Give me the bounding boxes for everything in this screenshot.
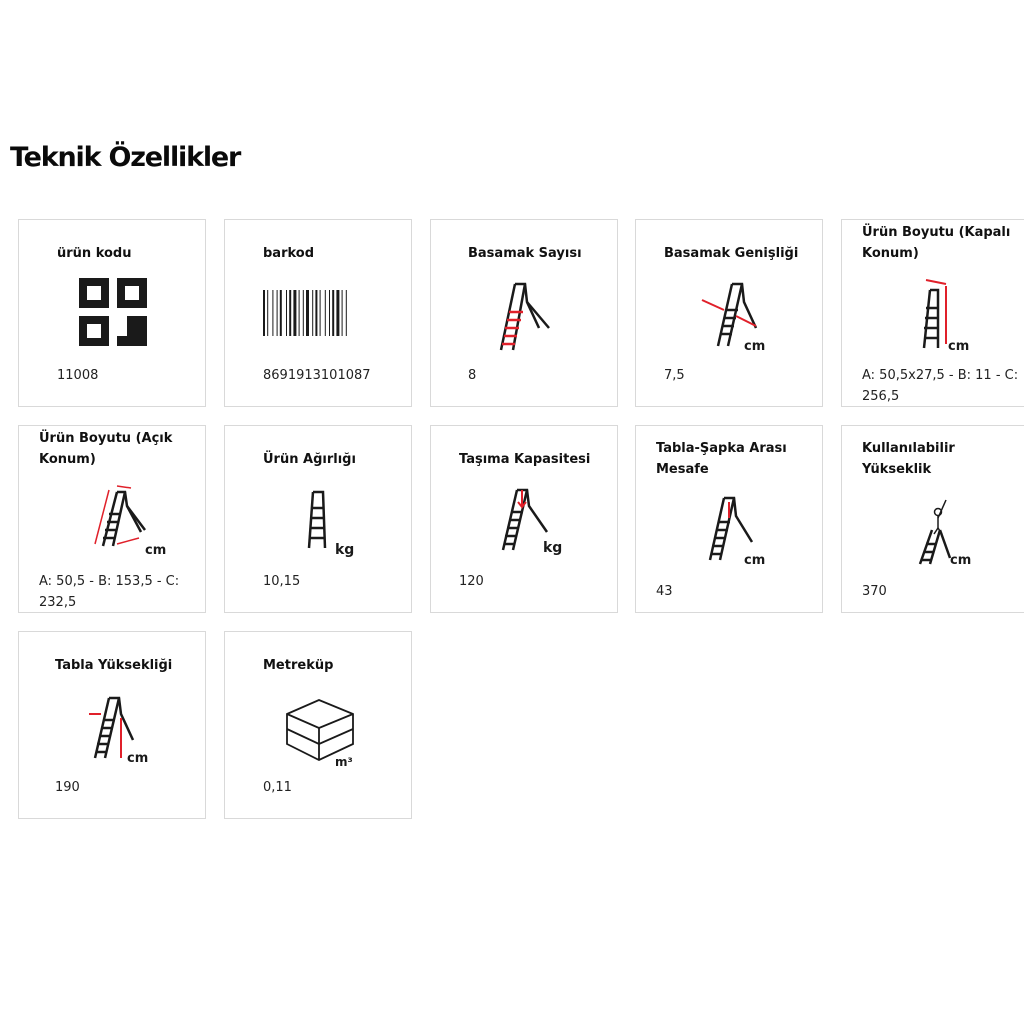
spec-card-load-capacity (430, 425, 618, 613)
spec-value: 8 (468, 368, 477, 383)
page-title: Teknik Özellikler (10, 142, 241, 173)
spec-card-barcode (224, 219, 412, 407)
ladder-capacity-icon (497, 484, 569, 556)
svg-text:cm: cm (744, 553, 766, 568)
spec-card-closed-size (841, 219, 1024, 407)
ladder-step-width-icon (698, 280, 778, 352)
svg-text:kg: kg (543, 540, 563, 556)
svg-text:m³: m³ (335, 755, 353, 768)
svg-text:cm: cm (127, 751, 149, 766)
spec-value: 11008 (57, 368, 99, 383)
spec-card-step-width (635, 219, 823, 407)
cube-volume-icon (283, 694, 363, 768)
spec-label: Kullanılabilir Yükseklik (862, 441, 955, 477)
spec-value: 10,15 (263, 574, 301, 589)
spec-label: Taşıma Kapasitesi (459, 452, 591, 467)
spec-card-product-weight (224, 425, 412, 613)
spec-value: 8691913101087 (263, 368, 371, 383)
qr-code-icon (79, 278, 149, 348)
spec-label: Metreküp (263, 658, 334, 673)
spec-value: A: 50,5 - B: 153,5 - C: 232,5 (39, 574, 180, 610)
spec-card-usable-height (841, 425, 1024, 613)
svg-text:cm: cm (145, 543, 167, 558)
svg-text:cm: cm (744, 339, 766, 352)
spec-label: Basamak Genişliği (664, 246, 799, 261)
spec-label: Ürün Boyutu (Açık Konum) (39, 431, 173, 467)
ladder-weight-icon (305, 488, 365, 558)
ladder-platform-distance-icon (702, 494, 774, 568)
ladder-platform-height-icon (85, 694, 161, 766)
spec-label: Ürün Ağırlığı (263, 452, 356, 467)
barcode-icon (263, 290, 378, 336)
spec-label: Ürün Boyutu (Kapalı Konum) (862, 225, 1011, 261)
spec-label: Tabla Yüksekliği (55, 658, 173, 673)
spec-label: Basamak Sayısı (468, 246, 582, 261)
ladder-closed-size-icon (916, 278, 986, 352)
spec-value: 0,11 (263, 780, 292, 795)
ladder-open-size-icon (87, 484, 173, 558)
spec-label: Tabla-Şapka Arası Mesafe (656, 441, 787, 477)
spec-card-volume (224, 631, 412, 819)
svg-text:kg: kg (335, 542, 355, 558)
svg-text:cm: cm (950, 553, 972, 568)
spec-value: 7,5 (664, 368, 685, 383)
spec-label: barkod (263, 246, 315, 261)
spec-card-open-size (18, 425, 206, 613)
spec-value: A: 50,5x27,5 - B: 11 - C: 256,5 (862, 368, 1019, 404)
ladder-usable-height-icon (910, 494, 986, 568)
spec-label: ürün kodu (57, 246, 132, 261)
spec-value: 43 (656, 584, 673, 599)
spec-card-product-code (18, 219, 206, 407)
spec-card-platform-distance (635, 425, 823, 613)
spec-card-step-count (430, 219, 618, 407)
spec-value: 120 (459, 574, 484, 589)
spec-value: 370 (862, 584, 887, 599)
ladder-steps-icon (495, 280, 555, 352)
spec-value: 190 (55, 780, 80, 795)
svg-text:cm: cm (948, 339, 970, 352)
spec-card-platform-height (18, 631, 206, 819)
